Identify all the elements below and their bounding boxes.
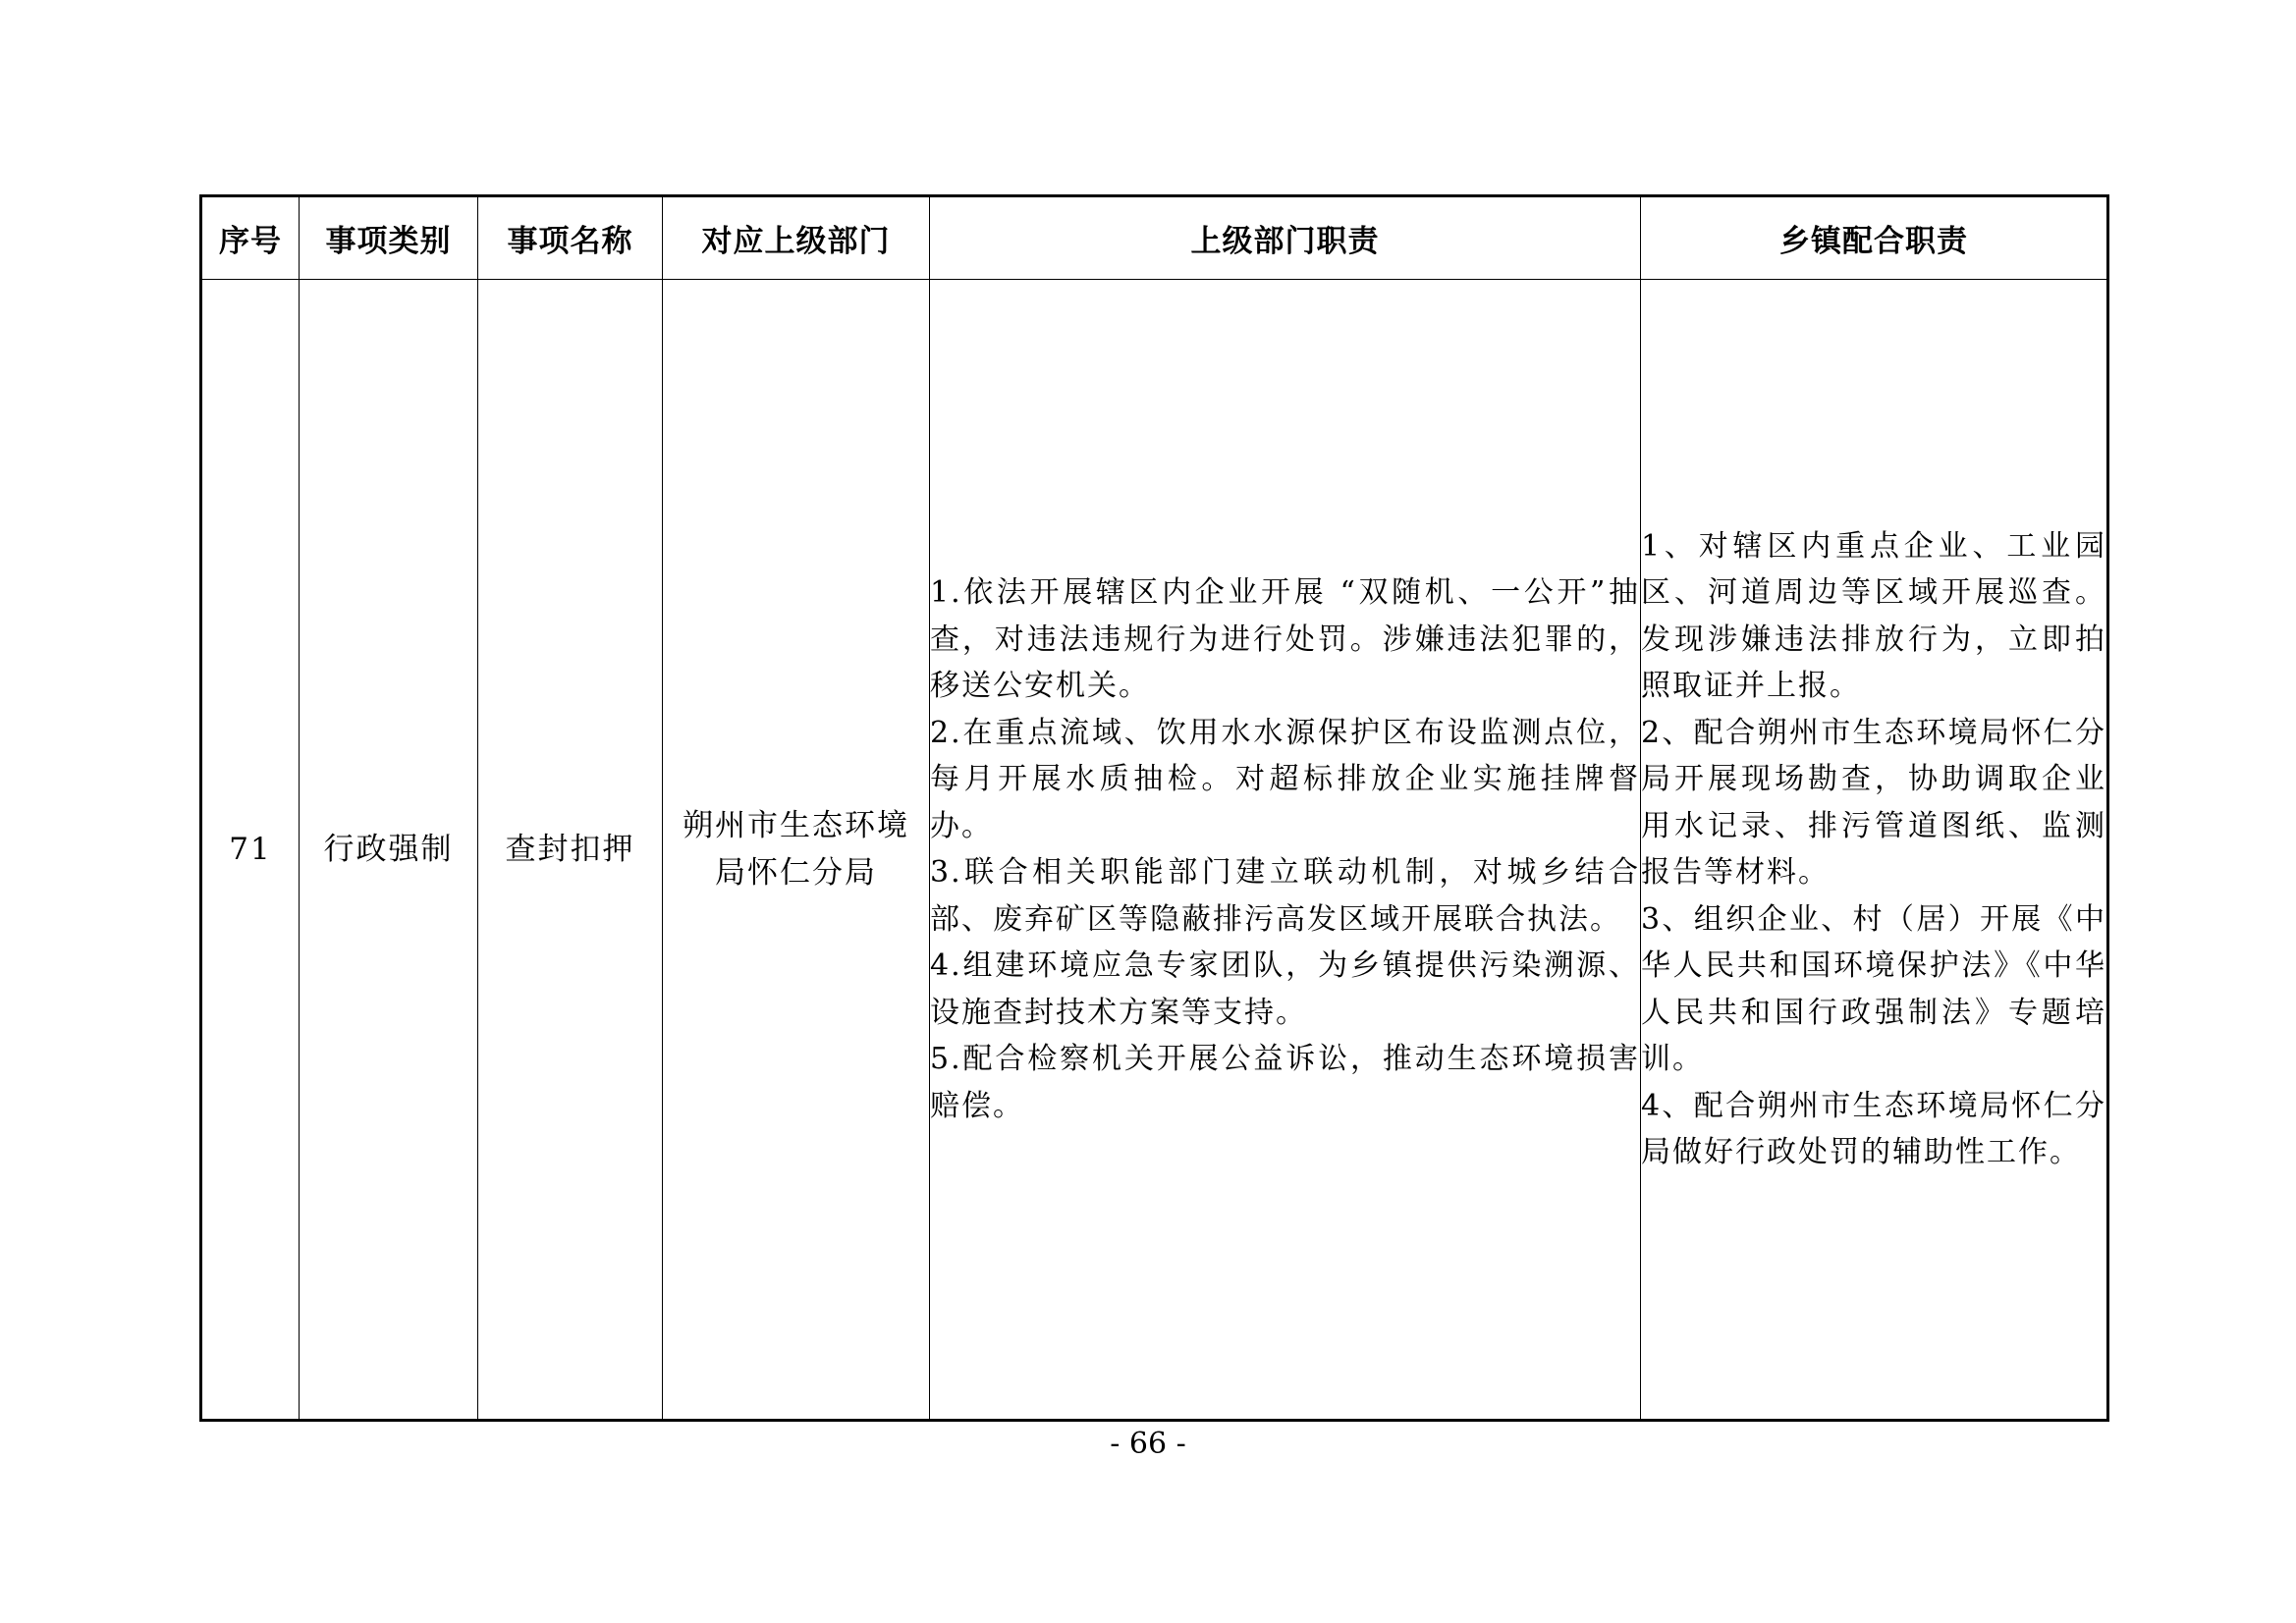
cell-category: 行政强制 <box>300 280 478 1421</box>
town-duty-item-3: 3、组织企业、村（居）开展《中华人民共和国环境保护法》《中华人民共和国行政强制法》专题培训。 <box>1641 901 2106 1076</box>
header-dept: 对应上级部门 <box>663 196 930 280</box>
town-duty-item-4: 4、配合朔州市生态环境局怀仁分局做好行政处罚的辅助性工作。 <box>1641 1088 2106 1169</box>
cell-dept-text: 朔州市生态环境局怀仁分局 <box>683 808 909 891</box>
header-seq: 序号 <box>201 196 300 280</box>
upper-duty-item-1: 1.依法开展辖区内企业开展 “双随机、一公开”抽查，对违法违规行为进行处罚。涉嫌违法犯罪的，移送公安机关。 <box>930 575 1640 703</box>
header-town-duty: 乡镇配合职责 <box>1641 196 2108 280</box>
header-name: 事项名称 <box>478 196 663 280</box>
cell-dept <box>663 280 930 1421</box>
cell-upper-duty <box>930 280 1641 1421</box>
header-upper-duty: 上级部门职责 <box>930 196 1641 280</box>
cell-seq: 71 <box>201 280 300 1421</box>
cell-town-duty <box>1641 280 2108 1421</box>
cell-name: 查封扣押 <box>478 280 663 1421</box>
upper-duty-item-5: 5.配合检察机关开展公益诉讼，推动生态环境损害赔偿。 <box>930 1042 1640 1123</box>
town-duty-item-1: 1、对辖区内重点企业、工业园区、河道周边等区域开展巡查。发现涉嫌违法排放行为，立即拍照取证并上报。 <box>1641 528 2106 703</box>
header-category: 事项类别 <box>300 196 478 280</box>
duty-table <box>199 194 2109 1422</box>
upper-duty-item-4: 4.组建环境应急专家团队，为乡镇提供污染溯源、设施查封技术方案等支持。 <box>930 948 1640 1030</box>
upper-duty-item-3: 3.联合相关职能部门建立联动机制，对城乡结合部、废弃矿区等隐蔽排污高发区域开展联合执法。 <box>930 855 1640 937</box>
town-duty-item-2: 2、配合朔州市生态环境局怀仁分局开展现场勘查，协助调取企业用水记录、排污管道图纸、监测报告等材料。 <box>1641 715 2106 890</box>
table-row <box>201 280 2108 1421</box>
page-number: - 66 - <box>1110 1427 1186 1461</box>
table-header-row <box>201 196 2108 280</box>
upper-duty-item-2: 2.在重点流域、饮用水水源保护区布设监测点位，每月开展水质抽检。对超标排放企业实施挂牌督办。 <box>930 715 1640 843</box>
